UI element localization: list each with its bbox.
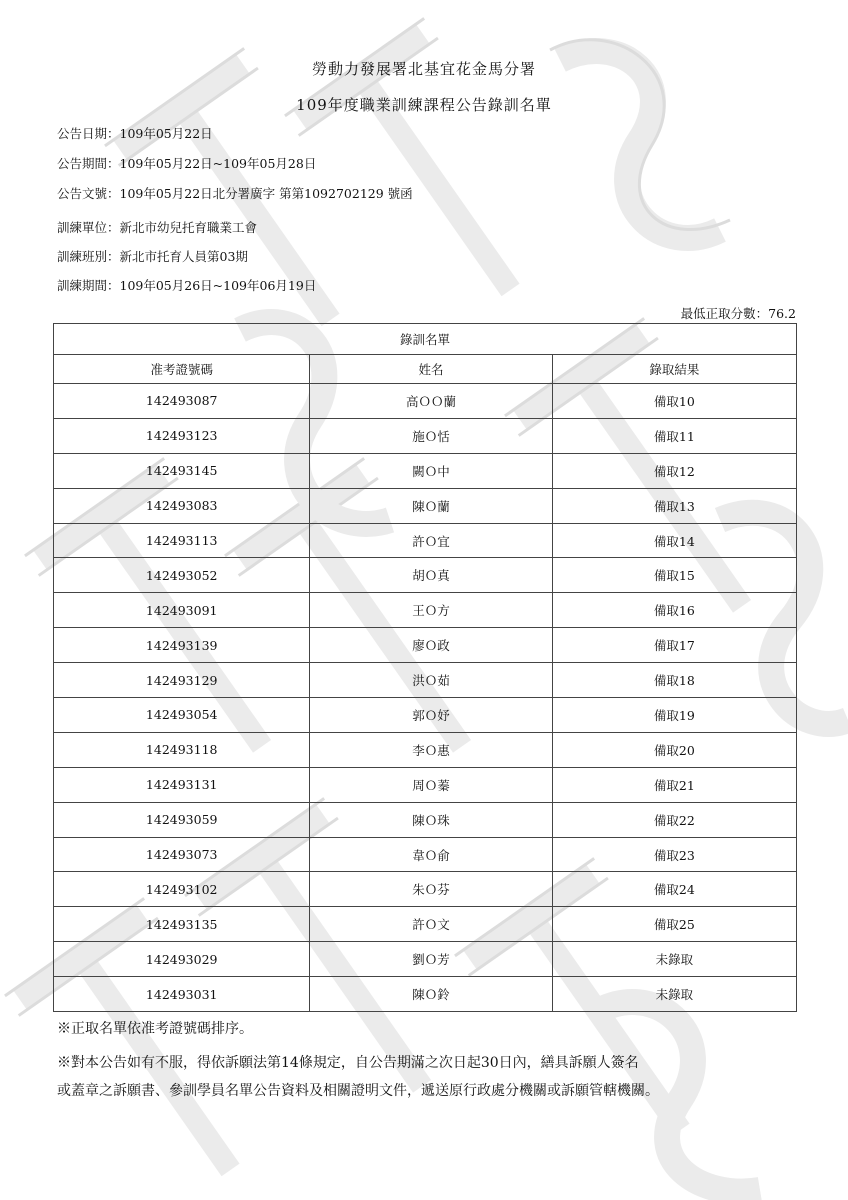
name-cell: 施Ｏ恬 [310, 418, 552, 453]
exam-number-cell: 142493123 [54, 418, 310, 453]
result-cell: 未錄取 [552, 977, 796, 1012]
name-cell: 陳Ｏ蘭 [310, 488, 552, 523]
column-header-name: 姓名 [310, 355, 552, 384]
exam-number-cell: 142493059 [54, 802, 310, 837]
training-class: 訓練班別：新北市托育人員第03期 [57, 249, 248, 264]
name-cell: 廖Ｏ政 [310, 628, 552, 663]
table-row [54, 628, 797, 663]
result-cell: 備取13 [552, 488, 796, 523]
name-cell: 朱Ｏ芬 [310, 872, 552, 907]
minimum-score: 最低正取分數：76.2 [680, 306, 796, 321]
name-cell: 陳Ｏ鈴 [310, 977, 552, 1012]
exam-number-cell: 142493073 [54, 837, 310, 872]
name-cell: 王Ｏ方 [310, 593, 552, 628]
exam-number-cell: 142493113 [54, 523, 310, 558]
result-cell: 備取15 [552, 558, 796, 593]
result-cell: 備取20 [552, 732, 796, 767]
name-cell: 高ＯＯ蘭 [310, 384, 552, 419]
exam-number-cell: 142493091 [54, 593, 310, 628]
table-caption: 錄訓名單 [54, 324, 797, 355]
table-row [54, 907, 797, 942]
table-row [54, 802, 797, 837]
name-cell: 洪Ｏ茹 [310, 663, 552, 698]
name-cell: 韋Ｏ俞 [310, 837, 552, 872]
result-cell: 備取19 [552, 698, 796, 733]
result-cell: 備取18 [552, 663, 796, 698]
appeal-note-line2: 或蓋章之訴願書、參訓學員名單公告資料及相關證明文件，遞送原行政處分機關或訴願管轄機關。 [57, 1083, 659, 1099]
announce-date: 公告日期：109年05月22日 [57, 126, 213, 141]
exam-number-cell: 142493102 [54, 872, 310, 907]
result-cell: 備取11 [552, 418, 796, 453]
exam-number-cell: 142493052 [54, 558, 310, 593]
table-row [54, 384, 797, 419]
announce-doc-number: 公告文號：109年05月22日北分署廣字 第第1092702129 號函 [57, 186, 413, 201]
result-cell: 備取25 [552, 907, 796, 942]
announce-period: 公告期間：109年05月22日~109年05月28日 [57, 156, 317, 171]
result-cell: 備取17 [552, 628, 796, 663]
admission-table [53, 323, 797, 1012]
exam-number-cell: 142493054 [54, 698, 310, 733]
result-cell: 備取22 [552, 802, 796, 837]
result-cell: 備取12 [552, 453, 796, 488]
result-cell: 備取10 [552, 384, 796, 419]
column-header-result: 錄取結果 [552, 355, 796, 384]
table-row [54, 418, 797, 453]
table-row [54, 558, 797, 593]
name-cell: 陳Ｏ珠 [310, 802, 552, 837]
exam-number-cell: 142493145 [54, 453, 310, 488]
agency-title: 勞動力發展署北基宜花金馬分署 [311, 60, 536, 78]
name-cell: 周Ｏ蓁 [310, 767, 552, 802]
result-cell: 備取14 [552, 523, 796, 558]
exam-number-cell: 142493031 [54, 977, 310, 1012]
result-cell: 備取24 [552, 872, 796, 907]
exam-number-cell: 142493139 [54, 628, 310, 663]
table-row [54, 453, 797, 488]
name-cell: 劉Ｏ芳 [310, 942, 552, 977]
name-cell: 闕Ｏ中 [310, 453, 552, 488]
table-row [54, 837, 797, 872]
training-unit: 訓練單位：新北市幼兒托育職業工會 [57, 220, 258, 235]
appeal-note-line1: ※對本公告如有不服，得依訴願法第14條規定，自公告期滿之次日起30日內，繕具訴願人簽名 [57, 1055, 639, 1071]
table-row [54, 663, 797, 698]
training-period: 訓練期間：109年05月26日~109年06月19日 [57, 278, 317, 293]
exam-number-cell: 142493131 [54, 767, 310, 802]
result-cell: 備取16 [552, 593, 796, 628]
document-title: 109年度職業訓練課程公告錄訓名單 [296, 96, 552, 114]
name-cell: 許Ｏ文 [310, 907, 552, 942]
exam-number-cell: 142493083 [54, 488, 310, 523]
exam-number-cell: 142493129 [54, 663, 310, 698]
exam-number-cell: 142493118 [54, 732, 310, 767]
result-cell: 備取21 [552, 767, 796, 802]
table-row [54, 732, 797, 767]
name-cell: 李Ｏ惠 [310, 732, 552, 767]
table-row [54, 977, 797, 1012]
column-header-exam-number: 准考證號碼 [54, 355, 310, 384]
table-row [54, 523, 797, 558]
result-cell: 備取23 [552, 837, 796, 872]
table-row [54, 872, 797, 907]
name-cell: 胡Ｏ真 [310, 558, 552, 593]
exam-number-cell: 142493135 [54, 907, 310, 942]
exam-number-cell: 142493029 [54, 942, 310, 977]
sort-note: ※正取名單依准考證號碼排序。 [57, 1021, 253, 1037]
exam-number-cell: 142493087 [54, 384, 310, 419]
name-cell: 郭Ｏ妤 [310, 698, 552, 733]
result-cell: 未錄取 [552, 942, 796, 977]
table-row [54, 767, 797, 802]
table-row [54, 698, 797, 733]
name-cell: 許Ｏ宜 [310, 523, 552, 558]
table-row [54, 593, 797, 628]
table-row [54, 942, 797, 977]
table-row [54, 488, 797, 523]
